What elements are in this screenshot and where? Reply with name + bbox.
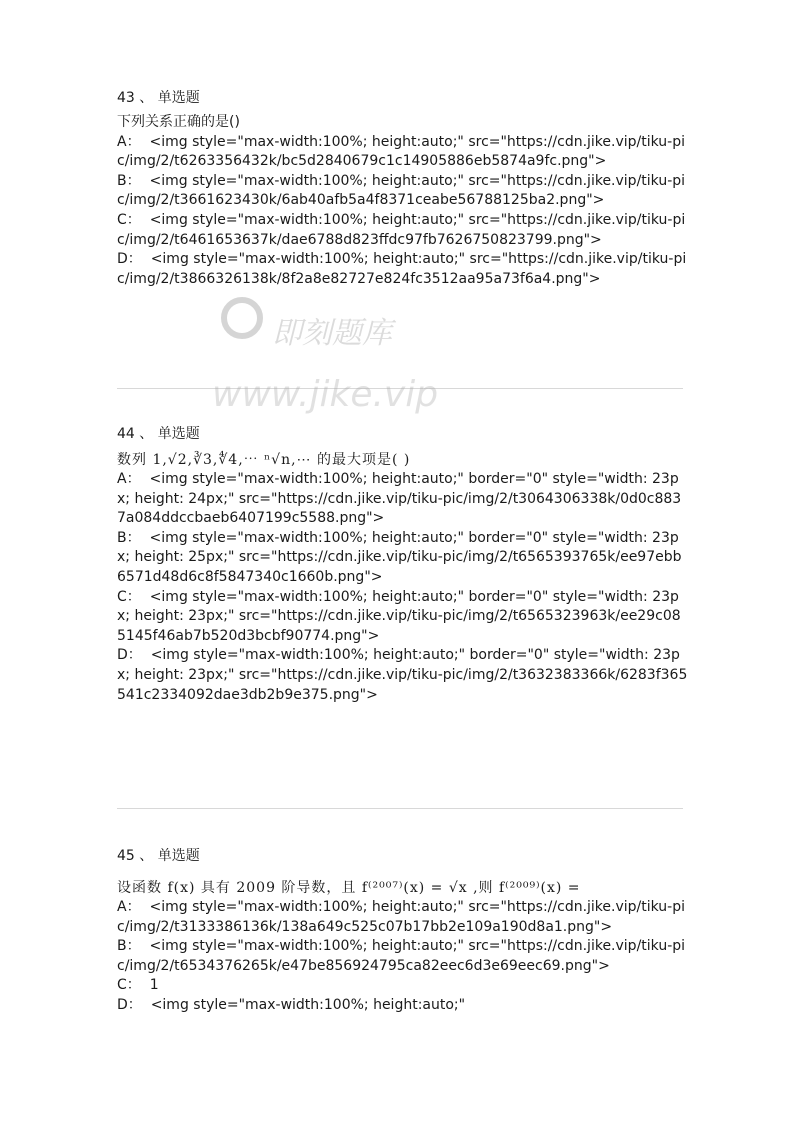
option-label: A： xyxy=(117,471,141,487)
option-text: <img style="max-width:100%; height:auto;" border="0" style="width: 23px; height: 24px;" src="https://cdn.jike.vip/tiku-pic/img/2/t3064306338k/0d0c8837a084ddccbaeb6407199c5588.png"> xyxy=(117,471,682,527)
option-text: <img style="max-width:100%; height:auto;" border="0" style="width: 23px; height: 23px;" src="https://cdn.jike.vip/tiku-pic/img/2/t6565323963k/ee29c085145f46ab7b520d3bcbf90774.png"> xyxy=(117,588,681,644)
watermark-logo xyxy=(212,288,442,428)
option-b xyxy=(117,172,689,211)
option-c xyxy=(117,976,689,996)
option-label: A： xyxy=(117,899,141,915)
divider xyxy=(117,808,683,809)
option-c xyxy=(117,211,689,250)
option-text: <img style="max-width:100%; height:auto;" border="0" style="width: 23px; height: 25px;" src="https://cdn.jike.vip/tiku-pic/img/2/t6565393765k/ee97ebb6571d48d6c8f5847340c1660b.png"> xyxy=(117,529,682,585)
question-44 xyxy=(117,424,689,705)
option-text: <img style="max-width:100%; height:auto;" src="https://cdn.jike.vip/tiku-pic/img/2/t3661623430k/6ab40afb5a4f8371ceabe56788125ba2.png"> xyxy=(117,172,686,209)
question-stem: 下列关系正确的是() xyxy=(117,114,240,130)
option-label: D： xyxy=(117,647,142,664)
question-43 xyxy=(117,88,689,289)
option-a xyxy=(117,470,689,529)
option-text: 1 xyxy=(149,977,159,994)
option-label: D： xyxy=(117,996,142,1013)
option-label: C： xyxy=(117,211,141,228)
option-label: C： xyxy=(117,588,141,605)
question-stem: 设函数 f(x) 具有 2009 阶导数，且 f⁽²⁰⁰⁷⁾(x) = √x ,则 f⁽²⁰⁰⁹⁾(x) = xyxy=(117,880,581,896)
option-label: B： xyxy=(117,172,141,189)
option-d xyxy=(117,646,689,705)
question-header: 43 、 单选题 xyxy=(117,90,200,106)
option-text: <img style="max-width:100%; height:auto;" src="https://cdn.jike.vip/tiku-pic/img/2/t3133386136k/138a649c525c07b17bb2e109a190d8a1.png"> xyxy=(117,899,686,935)
option-b xyxy=(117,937,689,976)
watermark-brand: 即刻题库 xyxy=(272,316,392,351)
question-45 xyxy=(117,846,689,1016)
watermark-circle-icon xyxy=(224,300,260,336)
option-label: D： xyxy=(117,251,142,268)
option-text: <img style="max-width:100%; height:auto;" src="https://cdn.jike.vip/tiku-pic/img/2/t6534376265k/e47be856924795ca82eec6d3e69eec69.png"> xyxy=(117,938,686,974)
option-label: B： xyxy=(117,529,141,546)
option-label: C： xyxy=(117,977,141,994)
option-text: <img style="max-width:100%; height:auto;" src="https://cdn.jike.vip/tiku-pic/img/2/t6263356432k/bc5d2840679c1c14905886eb5874a9fc.png"> xyxy=(117,133,686,170)
option-a xyxy=(117,133,689,172)
option-b xyxy=(117,529,689,588)
option-text: <img style="max-width:100%; height:auto;" src="https://cdn.jike.vip/tiku-pic/img/2/t3866326138k/8f2a8e82727e824fc3512aa95a73f6a4.png"> xyxy=(117,251,687,287)
option-text: <img style="max-width:100%; height:auto;" src="https://cdn.jike.vip/tiku-pic/img/2/t6461653637k/dae6788d823ffdc97fb7626750823799.png"> xyxy=(117,211,686,248)
watermark-url: www.jike.vip xyxy=(212,374,439,415)
option-label: B： xyxy=(117,938,141,955)
option-a xyxy=(117,898,689,937)
option-text: <img style="max-width:100%; height:auto;" xyxy=(150,996,466,1013)
question-header: 44 、 单选题 xyxy=(117,426,200,442)
option-text: <img style="max-width:100%; height:auto;" border="0" style="width: 23px; height: 23px;" src="https://cdn.jike.vip/tiku-pic/img/2/t3632383366k/6283f365541c2334092dae3db2b9e375.png"> xyxy=(117,647,688,703)
option-d xyxy=(117,250,689,289)
question-stem: 数列 1,√2,∛3,∜4,⋯ ⁿ√n,⋯ 的最大项是( ) xyxy=(117,452,411,468)
option-d xyxy=(117,996,689,1016)
option-label: A： xyxy=(117,133,141,150)
option-c xyxy=(117,588,689,647)
question-header: 45 、 单选题 xyxy=(117,848,200,864)
